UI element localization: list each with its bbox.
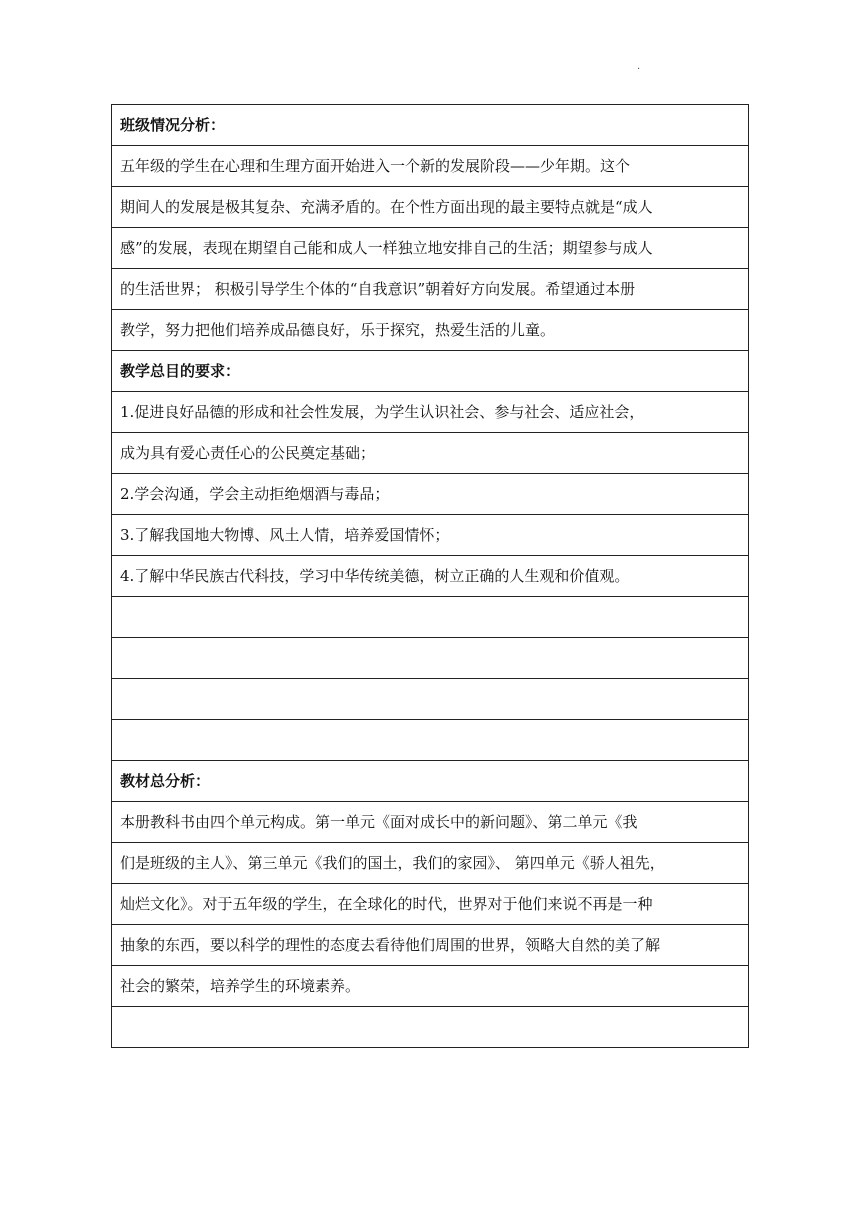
table-row bbox=[112, 843, 749, 884]
class-analysis-line: 感”的发展，表现在期望自己能和成人一样独立地安排自己的生活；期望参与成人 bbox=[112, 228, 749, 269]
class-analysis-heading: 班级情况分析： bbox=[112, 105, 749, 146]
textbook-analysis-line: 社会的繁荣，培养学生的环境素养。 bbox=[112, 966, 749, 1007]
table-row bbox=[112, 269, 749, 310]
table-row bbox=[112, 802, 749, 843]
textbook-analysis-line: 抽象的东西，要以科学的理性的态度去看待他们周围的世界，领略大自然的美了解 bbox=[112, 925, 749, 966]
empty-cell bbox=[112, 1007, 749, 1048]
table-row bbox=[112, 105, 749, 146]
textbook-analysis-line: 灿烂文化》。对于五年级的学生，在全球化的时代，世界对于他们来说不再是一种 bbox=[112, 884, 749, 925]
table-row bbox=[112, 146, 749, 187]
empty-row bbox=[112, 638, 749, 679]
teaching-goal-line: 1.促进良好品德的形成和社会性发展，为学生认识社会、参与社会、适应社会， bbox=[112, 392, 749, 433]
page-mark: · bbox=[637, 64, 641, 75]
empty-row bbox=[112, 720, 749, 761]
empty-row bbox=[112, 597, 749, 638]
table-row bbox=[112, 966, 749, 1007]
teaching-goal-line: 2.学会沟通，学会主动拒绝烟酒与毒品； bbox=[112, 474, 749, 515]
textbook-analysis-heading: 教材总分析： bbox=[112, 761, 749, 802]
lesson-plan-table bbox=[111, 104, 749, 1048]
empty-row bbox=[112, 679, 749, 720]
table-row bbox=[112, 925, 749, 966]
empty-cell bbox=[112, 597, 749, 638]
table-row bbox=[112, 474, 749, 515]
empty-cell bbox=[112, 679, 749, 720]
class-analysis-line: 的生活世界； 积极引导学生个体的“自我意识”朝着好方向发展。希望通过本册 bbox=[112, 269, 749, 310]
class-analysis-line: 期间人的发展是极其复杂、充满矛盾的。在个性方面出现的最主要特点就是“成人 bbox=[112, 187, 749, 228]
empty-row bbox=[112, 1007, 749, 1048]
teaching-goal-line: 3.了解我国地大物博、风土人情，培养爱国情怀； bbox=[112, 515, 749, 556]
empty-cell bbox=[112, 720, 749, 761]
table-row bbox=[112, 310, 749, 351]
table-row bbox=[112, 187, 749, 228]
textbook-analysis-line: 本册教科书由四个单元构成。第一单元《面对成长中的新问题》、第二单元《我 bbox=[112, 802, 749, 843]
empty-cell bbox=[112, 638, 749, 679]
teaching-goals-heading: 教学总目的要求： bbox=[112, 351, 749, 392]
table-row bbox=[112, 556, 749, 597]
table-row bbox=[112, 392, 749, 433]
teaching-goal-line: 4.了解中华民族古代科技，学习中华传统美德，树立正确的人生观和价值观。 bbox=[112, 556, 749, 597]
class-analysis-line: 教学，努力把他们培养成品德良好，乐于探究，热爱生活的儿童。 bbox=[112, 310, 749, 351]
table-row bbox=[112, 515, 749, 556]
teaching-goal-line: 成为具有爱心责任心的公民奠定基础； bbox=[112, 433, 749, 474]
table-row bbox=[112, 228, 749, 269]
table-row bbox=[112, 351, 749, 392]
table-row bbox=[112, 761, 749, 802]
table-row bbox=[112, 433, 749, 474]
textbook-analysis-line: 们是班级的主人》、第三单元《我们的国土，我们的家园》、 第四单元《骄人祖先， bbox=[112, 843, 749, 884]
class-analysis-line: 五年级的学生在心理和生理方面开始进入一个新的发展阶段——少年期。这个 bbox=[112, 146, 749, 187]
table-row bbox=[112, 884, 749, 925]
